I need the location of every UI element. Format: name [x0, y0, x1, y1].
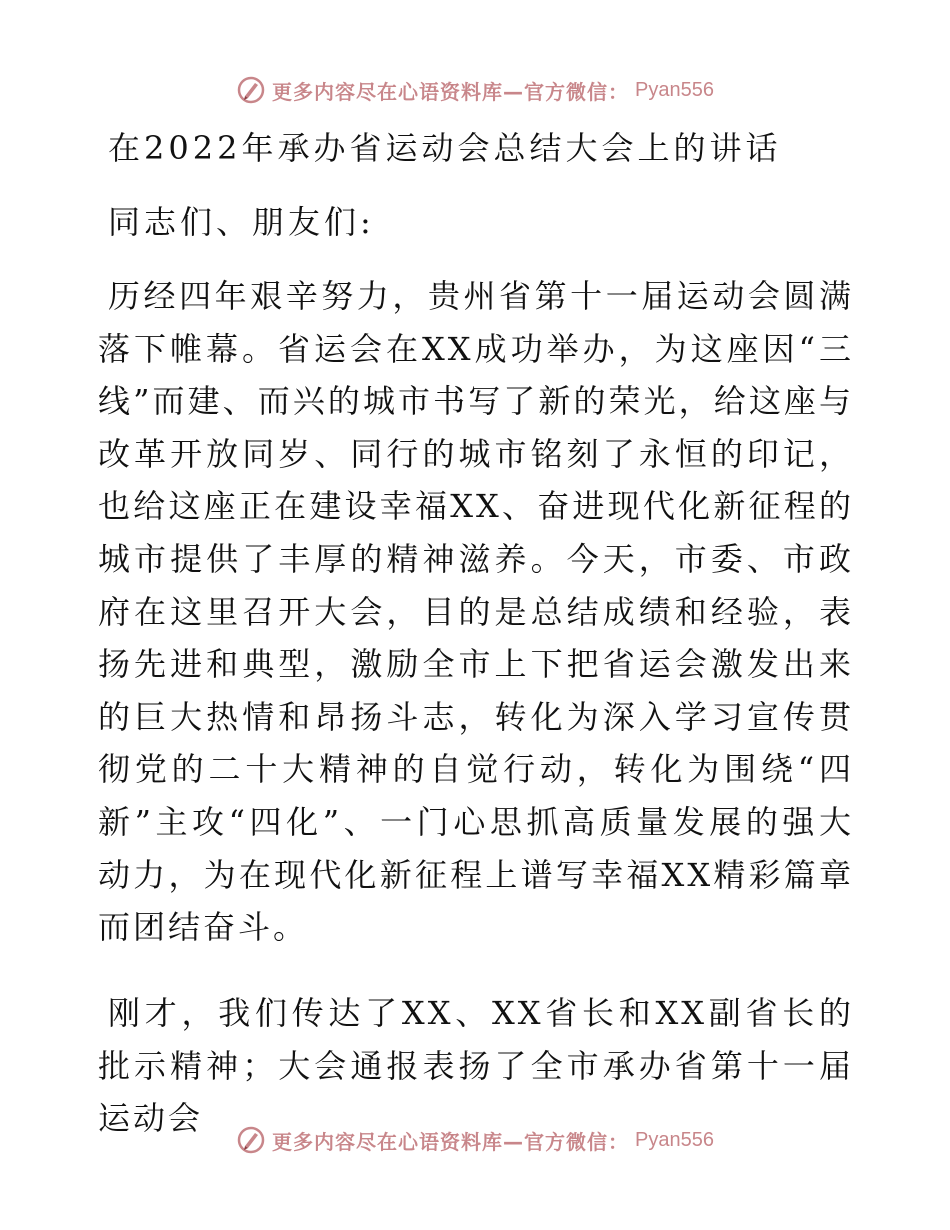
- salutation: 同志们、朋友们:: [108, 203, 375, 241]
- watermark-text: 更多内容尽在心语资料库—官方微信：: [272, 1129, 630, 1154]
- document-title: 在2022年承办省运动会总结大会上的讲话: [108, 129, 782, 167]
- pen-logo-icon: [236, 75, 266, 105]
- paragraph-2: 刚才，我们传达了XX、XX省长和XX副省长的批示精神；大会通报表扬了全市承办省第十一届运动会: [98, 994, 854, 1138]
- watermark-wechat-id: Pyan556: [635, 1128, 714, 1151]
- watermark-text: 更多内容尽在心语资料库—官方微信：: [272, 79, 630, 104]
- watermark-wechat-id: Pyan556: [635, 78, 714, 101]
- footer-watermark: [0, 1120, 950, 1160]
- pen-logo-icon: [236, 1125, 266, 1155]
- paragraph-1: 历经四年艰辛努力，贵州省第十一届运动会圆满落下帷幕。省运会在XX成功举办，为这座因“三线”而建、而兴的城市书写了新的荣光，给这座与改革开放同岁、同行的城市铭刻了永恒的印记，也给这座正在建设幸福XX、奋进现代化新征程的城市提供了丰厚的精神滋养。今天，市委、市政府在这里召开大会，目的是总结成绩和经验，表扬先进和典型，激励全市上下把省运会激发出来的巨大热情和昂扬斗志，转化为深入学习宣传贯彻党的二十大精神的自觉行动，转化为围绕“四新”主攻“四化”、一门心思抓高质量发展的强大动力，为在现代化新征程上谱写幸福XX精彩篇章而团结奋斗。: [98, 277, 854, 947]
- header-watermark: [0, 70, 950, 110]
